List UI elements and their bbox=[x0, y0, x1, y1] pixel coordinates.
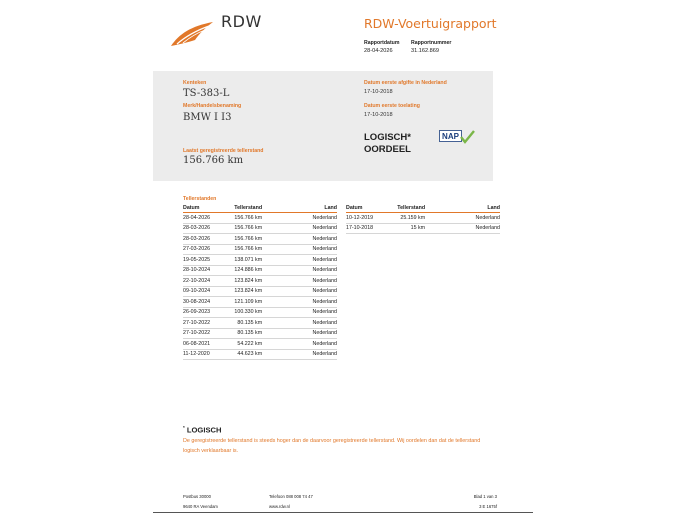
cell-date: 27-10-2022 bbox=[183, 328, 234, 339]
table-row bbox=[183, 318, 337, 329]
cell-odometer: 100.330 km bbox=[234, 307, 262, 318]
cell-date: 28-03-2026 bbox=[183, 234, 234, 245]
cell-date: 28-10-2024 bbox=[183, 265, 234, 276]
cell-date: 22-10-2024 bbox=[183, 276, 234, 287]
cell-country: Nederland bbox=[262, 276, 337, 287]
footer-code: 3 E 1675f bbox=[479, 504, 497, 509]
nap-check-icon bbox=[439, 130, 475, 144]
cell-date: 28-04-2026 bbox=[183, 213, 234, 224]
verdict bbox=[364, 132, 411, 156]
cell-date: 19-05-2025 bbox=[183, 255, 234, 266]
table-row bbox=[183, 286, 337, 297]
cell-odometer: 138.071 km bbox=[234, 255, 262, 266]
model-label: Merk/Handelsbenaming bbox=[183, 103, 242, 109]
col-country-header: Land bbox=[262, 204, 337, 213]
footer-page-number: Blad 1 van 3 bbox=[473, 494, 497, 499]
table-row bbox=[183, 307, 337, 318]
footer-phone: Telefoon 088 008 74 47 bbox=[269, 494, 313, 499]
cell-odometer: 156.766 km bbox=[234, 244, 262, 255]
cell-odometer: 15 km bbox=[397, 223, 425, 234]
table-row bbox=[183, 349, 337, 360]
cell-odometer: 123.824 km bbox=[234, 286, 262, 297]
cell-country: Nederland bbox=[262, 244, 337, 255]
note-text: De geregistreerde tellerstand is steeds hoger dan de daarvoor geregistreerde tellerstand. Wij oordelen dan dat de tellerstand logisch verklaarbaar is. bbox=[183, 438, 481, 454]
plate-value: TS-383-L bbox=[183, 88, 230, 99]
table-row bbox=[346, 213, 500, 224]
table-row bbox=[183, 213, 337, 224]
report-date: 28-04-2026 bbox=[364, 48, 393, 54]
model-value: BMW I I3 bbox=[183, 112, 232, 123]
cell-odometer: 54.222 km bbox=[234, 339, 262, 350]
footer-postbus: Postbus 30000 bbox=[183, 494, 211, 499]
report-date-label: Rapportdatum bbox=[364, 40, 400, 46]
cell-date: 28-03-2026 bbox=[183, 223, 234, 234]
report-number-label: Rapportnummer bbox=[411, 40, 452, 46]
cell-date: 27-03-2026 bbox=[183, 244, 234, 255]
table-row bbox=[183, 297, 337, 308]
table-row bbox=[183, 339, 337, 350]
col-date-header: Datum bbox=[346, 204, 397, 213]
note-title bbox=[183, 425, 222, 435]
cell-country: Nederland bbox=[262, 339, 337, 350]
cell-country: Nederland bbox=[262, 223, 337, 234]
cell-odometer: 156.766 km bbox=[234, 234, 262, 245]
cell-country: Nederland bbox=[262, 265, 337, 276]
cell-country: Nederland bbox=[262, 297, 337, 308]
brand-name: RDW bbox=[221, 12, 262, 31]
table-row bbox=[183, 265, 337, 276]
cell-country: Nederland bbox=[262, 213, 337, 224]
cell-date: 27-10-2022 bbox=[183, 318, 234, 329]
cell-odometer: 80.135 km bbox=[234, 328, 262, 339]
cell-country: Nederland bbox=[262, 307, 337, 318]
cell-date: 30-08-2024 bbox=[183, 297, 234, 308]
note-title-text: LOGISCH bbox=[186, 425, 222, 435]
cell-odometer: 156.766 km bbox=[234, 223, 262, 234]
table-row bbox=[183, 223, 337, 234]
col-odometer-header: Tellerstand bbox=[397, 205, 426, 211]
readings-table-left bbox=[183, 204, 337, 360]
table-row bbox=[346, 223, 500, 234]
report-number: 31.162.869 bbox=[411, 48, 439, 54]
rdw-logo-icon bbox=[169, 20, 215, 48]
last-odometer-label: Laatst geregistreerde tellerstand bbox=[183, 148, 264, 154]
cell-odometer: 124.886 km bbox=[234, 265, 262, 276]
cell-date: 11-12-2020 bbox=[183, 349, 234, 360]
cell-date: 10-12-2019 bbox=[346, 213, 397, 224]
readings-table-right bbox=[346, 204, 500, 234]
readings-title: Tellerstanden bbox=[183, 196, 217, 202]
cell-country: Nederland bbox=[425, 213, 500, 224]
cell-odometer: 44.623 km bbox=[234, 349, 262, 360]
footer-website-link[interactable]: www.rdw.nl bbox=[269, 504, 290, 509]
footer-divider bbox=[153, 512, 533, 513]
verdict-line-1: LOGISCH* bbox=[364, 132, 411, 143]
verdict-line-2: OORDEEL bbox=[364, 144, 411, 155]
col-date-header: Datum bbox=[183, 204, 234, 213]
nap-text: NAP bbox=[442, 132, 459, 141]
table-row bbox=[183, 234, 337, 245]
col-odometer-header: Tellerstand bbox=[234, 205, 263, 211]
table-row bbox=[183, 276, 337, 287]
cell-country: Nederland bbox=[262, 328, 337, 339]
cell-odometer: 80.135 km bbox=[234, 318, 262, 329]
footer-address: 9640 RA Veendam bbox=[183, 504, 218, 509]
cell-odometer: 123.824 km bbox=[234, 276, 262, 287]
cell-odometer: 156.766 km bbox=[234, 213, 262, 224]
last-odometer-value: 156.766 km bbox=[183, 155, 244, 166]
cell-country: Nederland bbox=[262, 286, 337, 297]
first-admission-label: Datum eerste toelating bbox=[364, 103, 420, 109]
col-country-header: Land bbox=[425, 204, 500, 213]
cell-odometer: 121.109 km bbox=[234, 297, 262, 308]
table-row bbox=[183, 328, 337, 339]
note-marker: * bbox=[183, 425, 185, 430]
cell-country: Nederland bbox=[262, 255, 337, 266]
table-row bbox=[183, 255, 337, 266]
cell-date: 17-10-2018 bbox=[346, 223, 397, 234]
plate-label: Kenteken bbox=[183, 80, 207, 86]
cell-country: Nederland bbox=[262, 349, 337, 360]
cell-country: Nederland bbox=[262, 318, 337, 329]
table-row bbox=[183, 244, 337, 255]
document-title: RDW-Voertuigrapport bbox=[364, 16, 497, 31]
cell-country: Nederland bbox=[425, 223, 500, 234]
cell-country: Nederland bbox=[262, 234, 337, 245]
first-nl-value: 17-10-2018 bbox=[364, 89, 393, 95]
cell-date: 09-10-2024 bbox=[183, 286, 234, 297]
cell-odometer: 25.159 km bbox=[397, 213, 425, 224]
cell-date: 06-08-2021 bbox=[183, 339, 234, 350]
first-nl-label: Datum eerste afgifte in Nederland bbox=[364, 80, 447, 86]
first-admission-value: 17-10-2018 bbox=[364, 112, 393, 118]
cell-date: 26-09-2023 bbox=[183, 307, 234, 318]
